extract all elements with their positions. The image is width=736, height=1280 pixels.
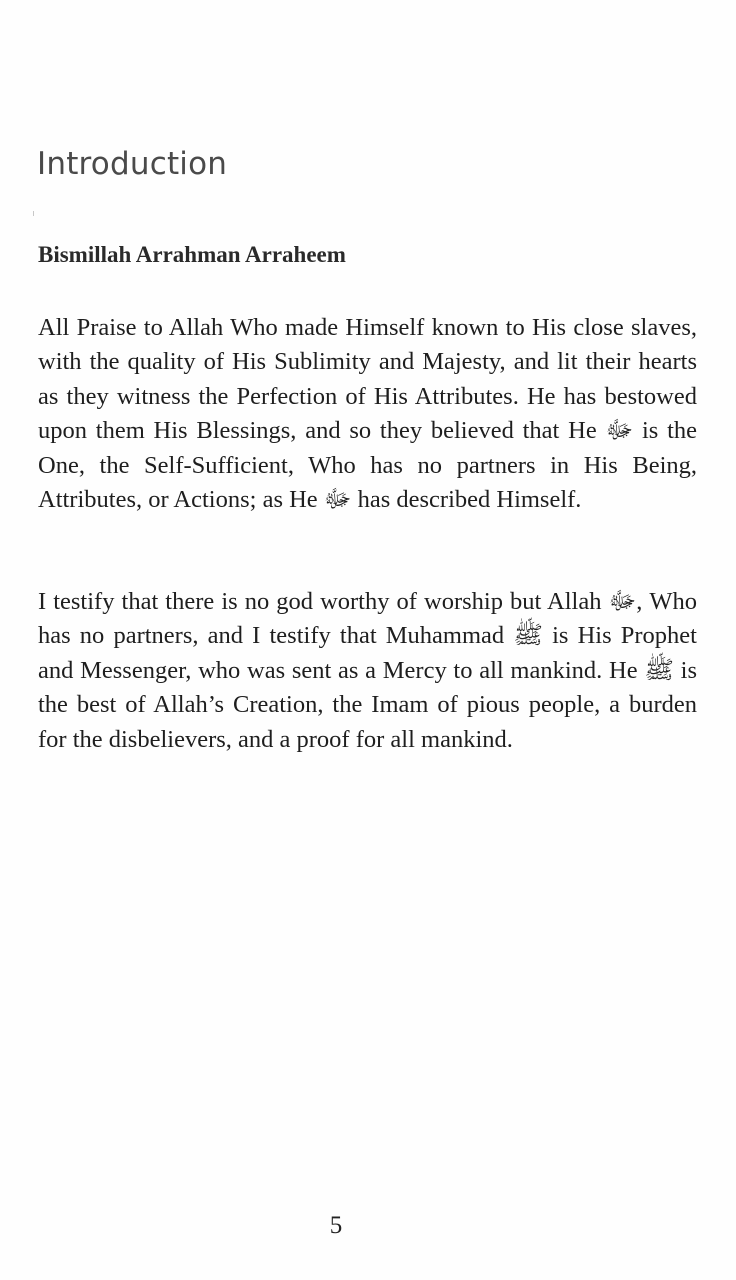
section-subheading: Bismillah Arrahman Arraheem <box>38 242 346 267</box>
page-number: 5 <box>329 1212 343 1239</box>
scan-speck <box>33 211 34 216</box>
chapter-heading: Introduction <box>37 146 228 182</box>
paragraph-praise: All Praise to Allah Who made Himself known to His close slaves, with the quality of His Sublimity and Majesty, and lit their hearts as they witness the Perfection of His Attributes. He has bestowed upon them His Blessings, and so they believed that He ﷻ is the One, the Self-Sufficient, Who has no partners in His Being, Attributes, or Actions; as He ﷻ has described Himself. <box>38 314 697 514</box>
paragraph-testimony: I testify that there is no god worthy of worship but Allah ﷻ, Who has no partners, and I testify that Muhammad ﷺ is His Prophet and Messenger, who was sent as a Mercy to all mankind. He ﷺ is the best of Allah’s Creation, the Imam of pious people, a burden for the disbelievers, and a proof for all mankind. <box>38 588 697 753</box>
